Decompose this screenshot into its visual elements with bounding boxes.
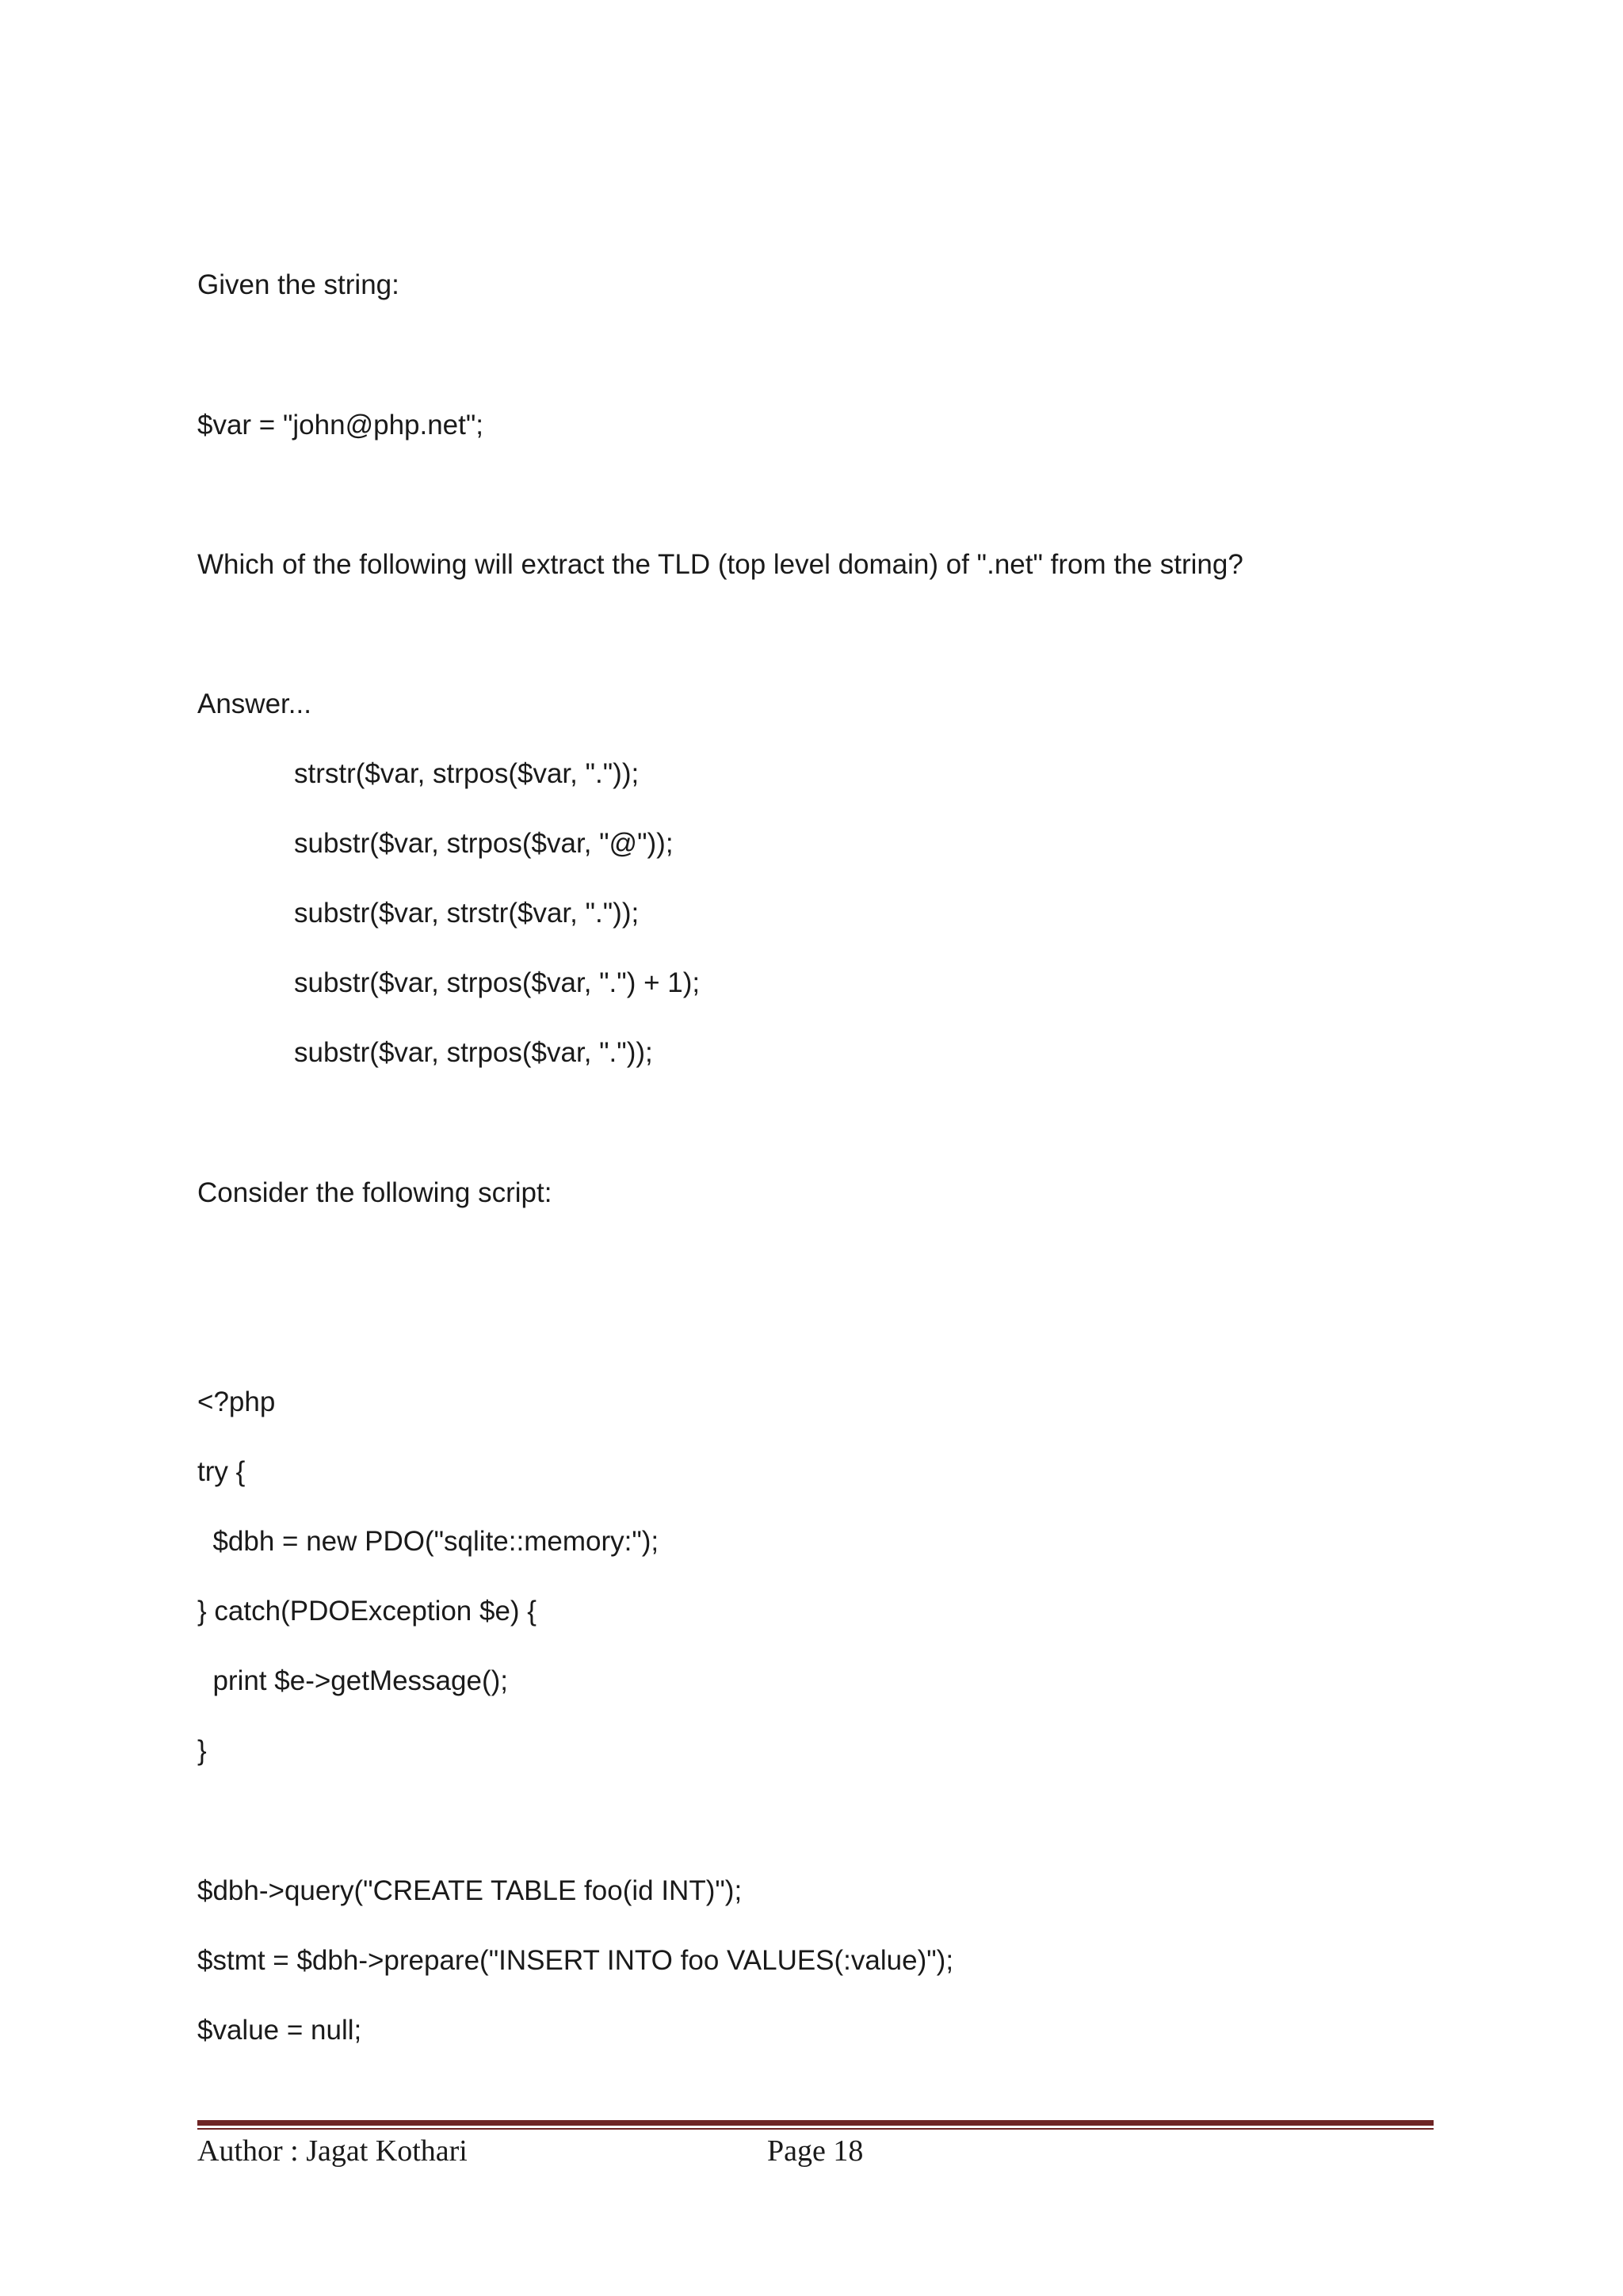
code-line: } catch(PDOException $e) { [197, 1596, 537, 1627]
question-intro: Consider the following script: [197, 1177, 552, 1208]
answer-label: Answer... [197, 688, 311, 719]
code-line: print $e->getMessage(); [197, 1665, 508, 1696]
footer-divider-thin [197, 2128, 1434, 2130]
answer-option: substr($var, strstr($var, ".")); [294, 898, 640, 929]
answer-option: substr($var, strpos($var, "@")); [294, 828, 674, 859]
code-line: $var = "john@php.net"; [197, 410, 484, 441]
question-prompt: Which of the following will extract the TLD (top level domain) of ".net" from the string? [197, 549, 1243, 580]
answer-option: strstr($var, strpos($var, ".")); [294, 758, 640, 789]
code-line: $stmt = $dbh->prepare("INSERT INTO foo VALUES(:value)"); [197, 1945, 954, 1976]
page-number: Page 18 [767, 2134, 864, 2168]
question-intro: Given the string: [197, 269, 399, 300]
footer-divider [197, 2120, 1434, 2126]
code-line: <?php [197, 1386, 276, 1417]
code-line: try { [197, 1456, 246, 1487]
code-line: $value = null; [197, 2015, 362, 2046]
footer-author: Author : Jagat Kothari [197, 2134, 468, 2168]
code-line: } [197, 1735, 207, 1766]
answer-option: substr($var, strpos($var, ".")); [294, 1037, 653, 1068]
code-line: $dbh = new PDO("sqlite::memory:"); [197, 1526, 659, 1557]
answer-option: substr($var, strpos($var, ".") + 1); [294, 967, 701, 998]
code-line: $dbh->query("CREATE TABLE foo(id INT)"); [197, 1875, 743, 1906]
